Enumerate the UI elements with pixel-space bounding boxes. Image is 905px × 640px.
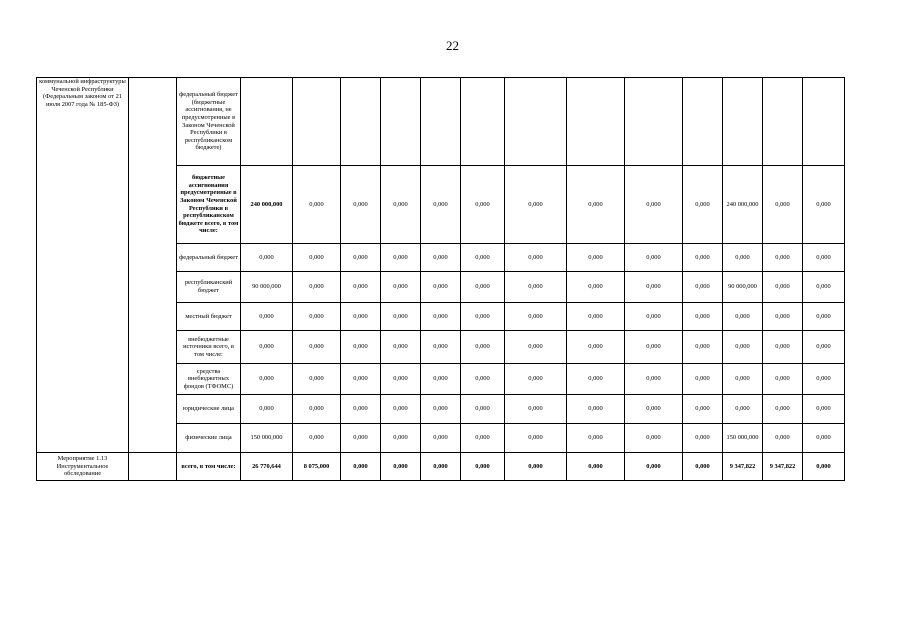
value-cell: 0,000 — [567, 395, 625, 424]
value-cell: 0,000 — [421, 453, 461, 481]
value-cell: 0,000 — [505, 331, 567, 364]
value-cell: 0,000 — [683, 244, 723, 272]
value-cell: 0,000 — [421, 364, 461, 395]
value-cell: 0,000 — [763, 272, 803, 303]
value-cell: 0,000 — [567, 424, 625, 453]
funding-source-cell: всего, в том числе: — [177, 453, 241, 481]
value-cell: 0,000 — [763, 331, 803, 364]
value-cell: 0,000 — [763, 166, 803, 244]
value-cell: 0,000 — [461, 364, 505, 395]
funding-source-cell: внебюджетные источники всего, в том числе: — [177, 331, 241, 364]
value-cell: 0,000 — [505, 272, 567, 303]
value-cell: 0,000 — [723, 364, 763, 395]
executor-cell — [129, 78, 177, 453]
value-cell: 0,000 — [763, 303, 803, 331]
value-cell: 0,000 — [505, 395, 567, 424]
value-cell: 0,000 — [293, 166, 341, 244]
funding-source-cell: республиканский бюджет — [177, 272, 241, 303]
funding-source-cell: юридические лица — [177, 395, 241, 424]
value-cell: 0,000 — [803, 453, 845, 481]
funding-source-cell: бюджетные ассигнования предусмотренные в Законом Чеченской Республики в республиканском бюджете всего, в том числе: — [177, 166, 241, 244]
value-cell: 0,000 — [241, 364, 293, 395]
value-cell: 0,000 — [505, 244, 567, 272]
value-cell: 0,000 — [341, 395, 381, 424]
value-cell: 0,000 — [241, 331, 293, 364]
value-cell: 0,000 — [803, 364, 845, 395]
value-cell: 9 347,822 — [723, 453, 763, 481]
value-cell: 0,000 — [381, 331, 421, 364]
value-cell — [683, 78, 723, 166]
value-cell: 0,000 — [421, 166, 461, 244]
value-cell: 0,000 — [341, 331, 381, 364]
value-cell: 0,000 — [421, 424, 461, 453]
funding-source-cell: федеральный бюджет — [177, 244, 241, 272]
value-cell: 0,000 — [803, 244, 845, 272]
value-cell: 90 000,000 — [241, 272, 293, 303]
value-cell: 0,000 — [293, 395, 341, 424]
value-cell: 0,000 — [421, 272, 461, 303]
value-cell: 0,000 — [803, 166, 845, 244]
value-cell: 0,000 — [567, 331, 625, 364]
value-cell: 0,000 — [381, 303, 421, 331]
value-cell — [567, 78, 625, 166]
value-cell: 0,000 — [625, 453, 683, 481]
value-cell: 0,000 — [723, 395, 763, 424]
value-cell: 0,000 — [625, 272, 683, 303]
value-cell — [505, 78, 567, 166]
value-cell: 0,000 — [241, 303, 293, 331]
table-row — [37, 453, 845, 481]
value-cell: 0,000 — [505, 364, 567, 395]
value-cell: 0,000 — [683, 272, 723, 303]
value-cell: 0,000 — [763, 395, 803, 424]
value-cell: 0,000 — [341, 424, 381, 453]
value-cell: 0,000 — [567, 364, 625, 395]
value-cell: 0,000 — [803, 424, 845, 453]
value-cell: 0,000 — [341, 364, 381, 395]
value-cell — [461, 78, 505, 166]
value-cell: 0,000 — [341, 244, 381, 272]
value-cell: 0,000 — [421, 303, 461, 331]
value-cell: 0,000 — [293, 364, 341, 395]
value-cell: 0,000 — [341, 303, 381, 331]
value-cell: 0,000 — [683, 424, 723, 453]
value-cell: 240 000,000 — [723, 166, 763, 244]
measure-name-cell: коммунальной инфраструктуры Чеченской Республики (Федеральным законом от 21 июля 2007 года № 185-ФЗ) — [37, 78, 129, 453]
value-cell — [381, 78, 421, 166]
value-cell: 0,000 — [381, 364, 421, 395]
value-cell: 240 000,000 — [241, 166, 293, 244]
value-cell — [723, 78, 763, 166]
value-cell: 0,000 — [763, 364, 803, 395]
value-cell: 0,000 — [461, 272, 505, 303]
value-cell: 0,000 — [461, 395, 505, 424]
value-cell: 0,000 — [683, 303, 723, 331]
budget-table — [36, 77, 845, 481]
value-cell: 0,000 — [625, 303, 683, 331]
value-cell: 0,000 — [683, 364, 723, 395]
value-cell: 0,000 — [421, 395, 461, 424]
executor-cell — [129, 453, 177, 481]
value-cell: 0,000 — [723, 331, 763, 364]
value-cell: 0,000 — [241, 244, 293, 272]
measure-name-cell: Мероприятие 1.13 Инструментальное обследование — [37, 453, 129, 481]
value-cell: 0,000 — [763, 424, 803, 453]
value-cell: 8 075,000 — [293, 453, 341, 481]
value-cell: 0,000 — [381, 166, 421, 244]
value-cell: 0,000 — [461, 303, 505, 331]
page-number: 22 — [446, 38, 459, 53]
funding-source-cell: федеральный бюджет (бюджетные ассигнования, не предусмотренные в Законом Чеченской Республики в республиканском бюджете) — [177, 78, 241, 166]
value-cell: 0,000 — [381, 244, 421, 272]
value-cell: 0,000 — [625, 166, 683, 244]
value-cell: 0,000 — [803, 395, 845, 424]
value-cell: 150 000,000 — [241, 424, 293, 453]
value-cell: 0,000 — [293, 424, 341, 453]
value-cell: 0,000 — [625, 395, 683, 424]
value-cell: 0,000 — [461, 424, 505, 453]
value-cell — [341, 78, 381, 166]
value-cell: 0,000 — [803, 272, 845, 303]
value-cell: 90 000,000 — [723, 272, 763, 303]
value-cell: 26 770,644 — [241, 453, 293, 481]
value-cell: 0,000 — [723, 244, 763, 272]
value-cell — [803, 78, 845, 166]
value-cell: 0,000 — [461, 453, 505, 481]
value-cell: 0,000 — [567, 166, 625, 244]
value-cell: 0,000 — [505, 424, 567, 453]
value-cell: 0,000 — [683, 166, 723, 244]
value-cell: 0,000 — [625, 331, 683, 364]
value-cell: 0,000 — [505, 303, 567, 331]
value-cell: 0,000 — [461, 166, 505, 244]
value-cell: 0,000 — [381, 424, 421, 453]
value-cell: 0,000 — [461, 331, 505, 364]
funding-source-cell: местный бюджет — [177, 303, 241, 331]
table-row — [37, 78, 845, 166]
value-cell: 150 000,000 — [723, 424, 763, 453]
value-cell: 0,000 — [505, 453, 567, 481]
value-cell: 0,000 — [567, 303, 625, 331]
value-cell: 0,000 — [381, 395, 421, 424]
value-cell: 0,000 — [293, 244, 341, 272]
value-cell: 0,000 — [421, 331, 461, 364]
value-cell: 0,000 — [505, 166, 567, 244]
value-cell: 0,000 — [341, 166, 381, 244]
value-cell: 0,000 — [803, 303, 845, 331]
value-cell: 0,000 — [293, 303, 341, 331]
value-cell: 0,000 — [803, 331, 845, 364]
value-cell — [421, 78, 461, 166]
funding-source-cell: средства внебюджетных фондов (ТФОМС) — [177, 364, 241, 395]
value-cell: 0,000 — [683, 453, 723, 481]
value-cell: 0,000 — [625, 424, 683, 453]
value-cell — [241, 78, 293, 166]
value-cell: 0,000 — [341, 272, 381, 303]
value-cell — [293, 78, 341, 166]
value-cell — [763, 78, 803, 166]
value-cell: 0,000 — [293, 272, 341, 303]
value-cell: 0,000 — [421, 244, 461, 272]
value-cell: 0,000 — [567, 244, 625, 272]
value-cell: 0,000 — [723, 303, 763, 331]
value-cell: 9 347,822 — [763, 453, 803, 481]
value-cell: 0,000 — [241, 395, 293, 424]
value-cell: 0,000 — [625, 364, 683, 395]
value-cell: 0,000 — [461, 244, 505, 272]
value-cell: 0,000 — [381, 453, 421, 481]
value-cell: 0,000 — [567, 272, 625, 303]
value-cell: 0,000 — [293, 331, 341, 364]
value-cell: 0,000 — [625, 244, 683, 272]
value-cell: 0,000 — [381, 272, 421, 303]
value-cell: 0,000 — [683, 395, 723, 424]
value-cell: 0,000 — [763, 244, 803, 272]
funding-source-cell: физические лица — [177, 424, 241, 453]
value-cell: 0,000 — [567, 453, 625, 481]
value-cell: 0,000 — [341, 453, 381, 481]
value-cell — [625, 78, 683, 166]
value-cell: 0,000 — [683, 331, 723, 364]
